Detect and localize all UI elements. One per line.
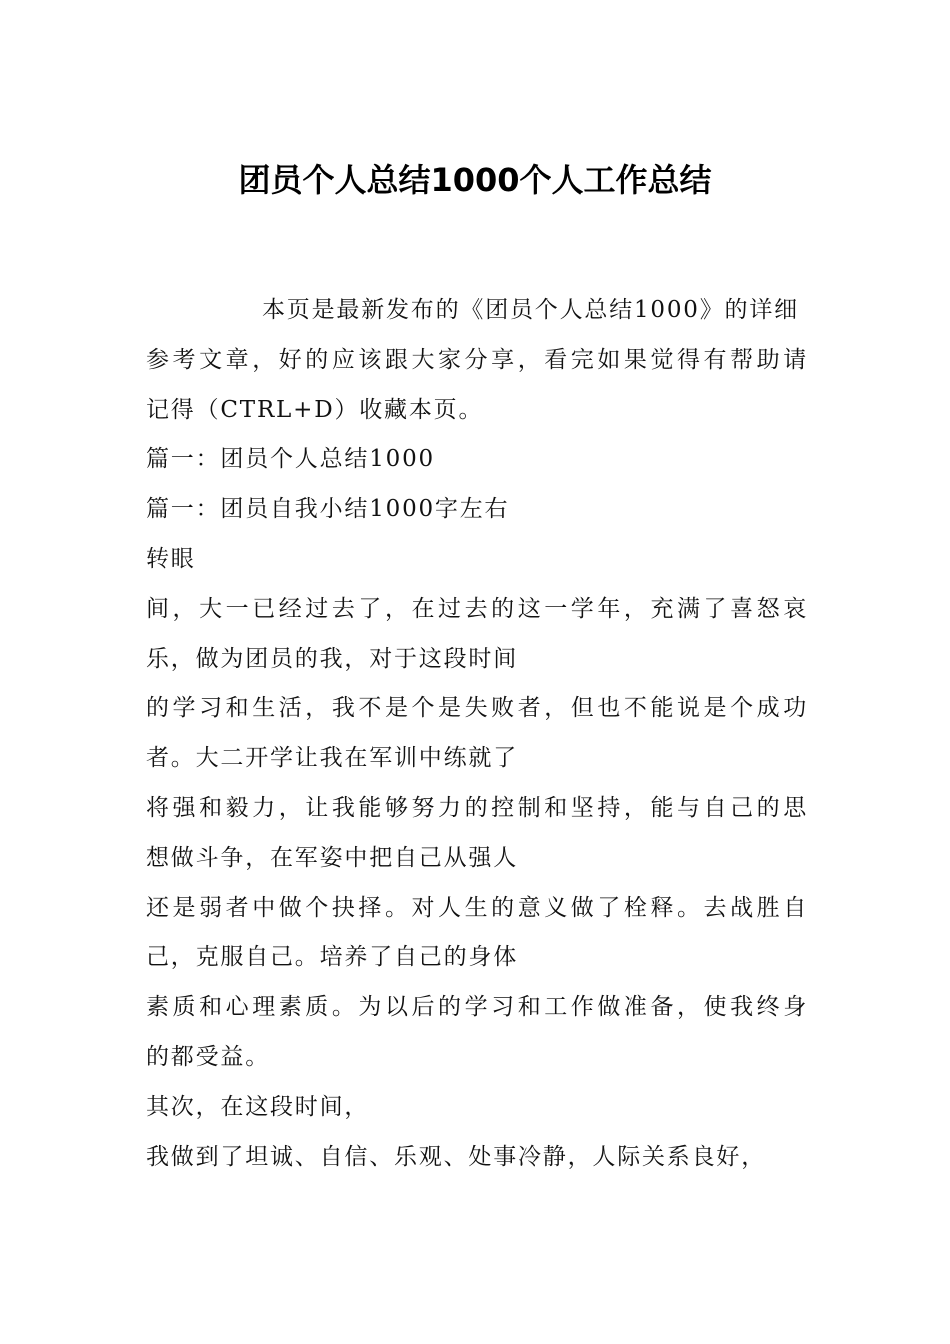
paragraph-line: 参考文章，好的应该跟大家分享，看完如果觉得有帮助请 (146, 346, 808, 373)
paragraph-line: 还是弱者中做个抉择。对人生的意义做了栓释。去战胜自 (146, 894, 808, 921)
paragraph-line: 己，克服自己。培养了自己的身体 (146, 944, 518, 971)
paragraph-line: 其次，在这段时间， (146, 1093, 370, 1120)
document-title: 团员个人总结1000个人工作总结 (238, 161, 712, 199)
paragraph-line: 本页是最新发布的《团员个人总结1000》的详细 (262, 297, 799, 323)
section-heading: 篇一：团员自我小结1000字左右 (146, 496, 510, 523)
paragraph-line: 间，大一已经过去了，在过去的这一学年，充满了喜怒哀 (146, 595, 808, 622)
paragraph-line: 乐，做为团员的我，对于这段时间 (146, 645, 518, 672)
paragraph-line: 者。大二开学让我在军训中练就了 (146, 745, 518, 772)
paragraph-line: 转眼 (146, 545, 196, 572)
paragraph-line: 我做到了坦诚、自信、乐观、处事冷静，人际关系良好， (146, 1143, 766, 1170)
document-body (146, 286, 808, 1182)
section-heading: 篇一：团员个人总结1000 (146, 446, 435, 473)
paragraph-line: 将强和毅力，让我能够努力的控制和坚持，能与自己的思 (146, 794, 808, 821)
paragraph-line: 想做斗争，在军姿中把自己从强人 (146, 844, 518, 871)
paragraph-line: 记得（CTRL+D）收藏本页。 (146, 396, 484, 423)
paragraph-line: 的都受益。 (146, 1043, 270, 1070)
paragraph-line: 的学习和生活，我不是个是失败者，但也不能说是个成功 (146, 695, 808, 722)
paragraph-line: 素质和心理素质。为以后的学习和工作做准备，使我终身 (146, 994, 808, 1021)
